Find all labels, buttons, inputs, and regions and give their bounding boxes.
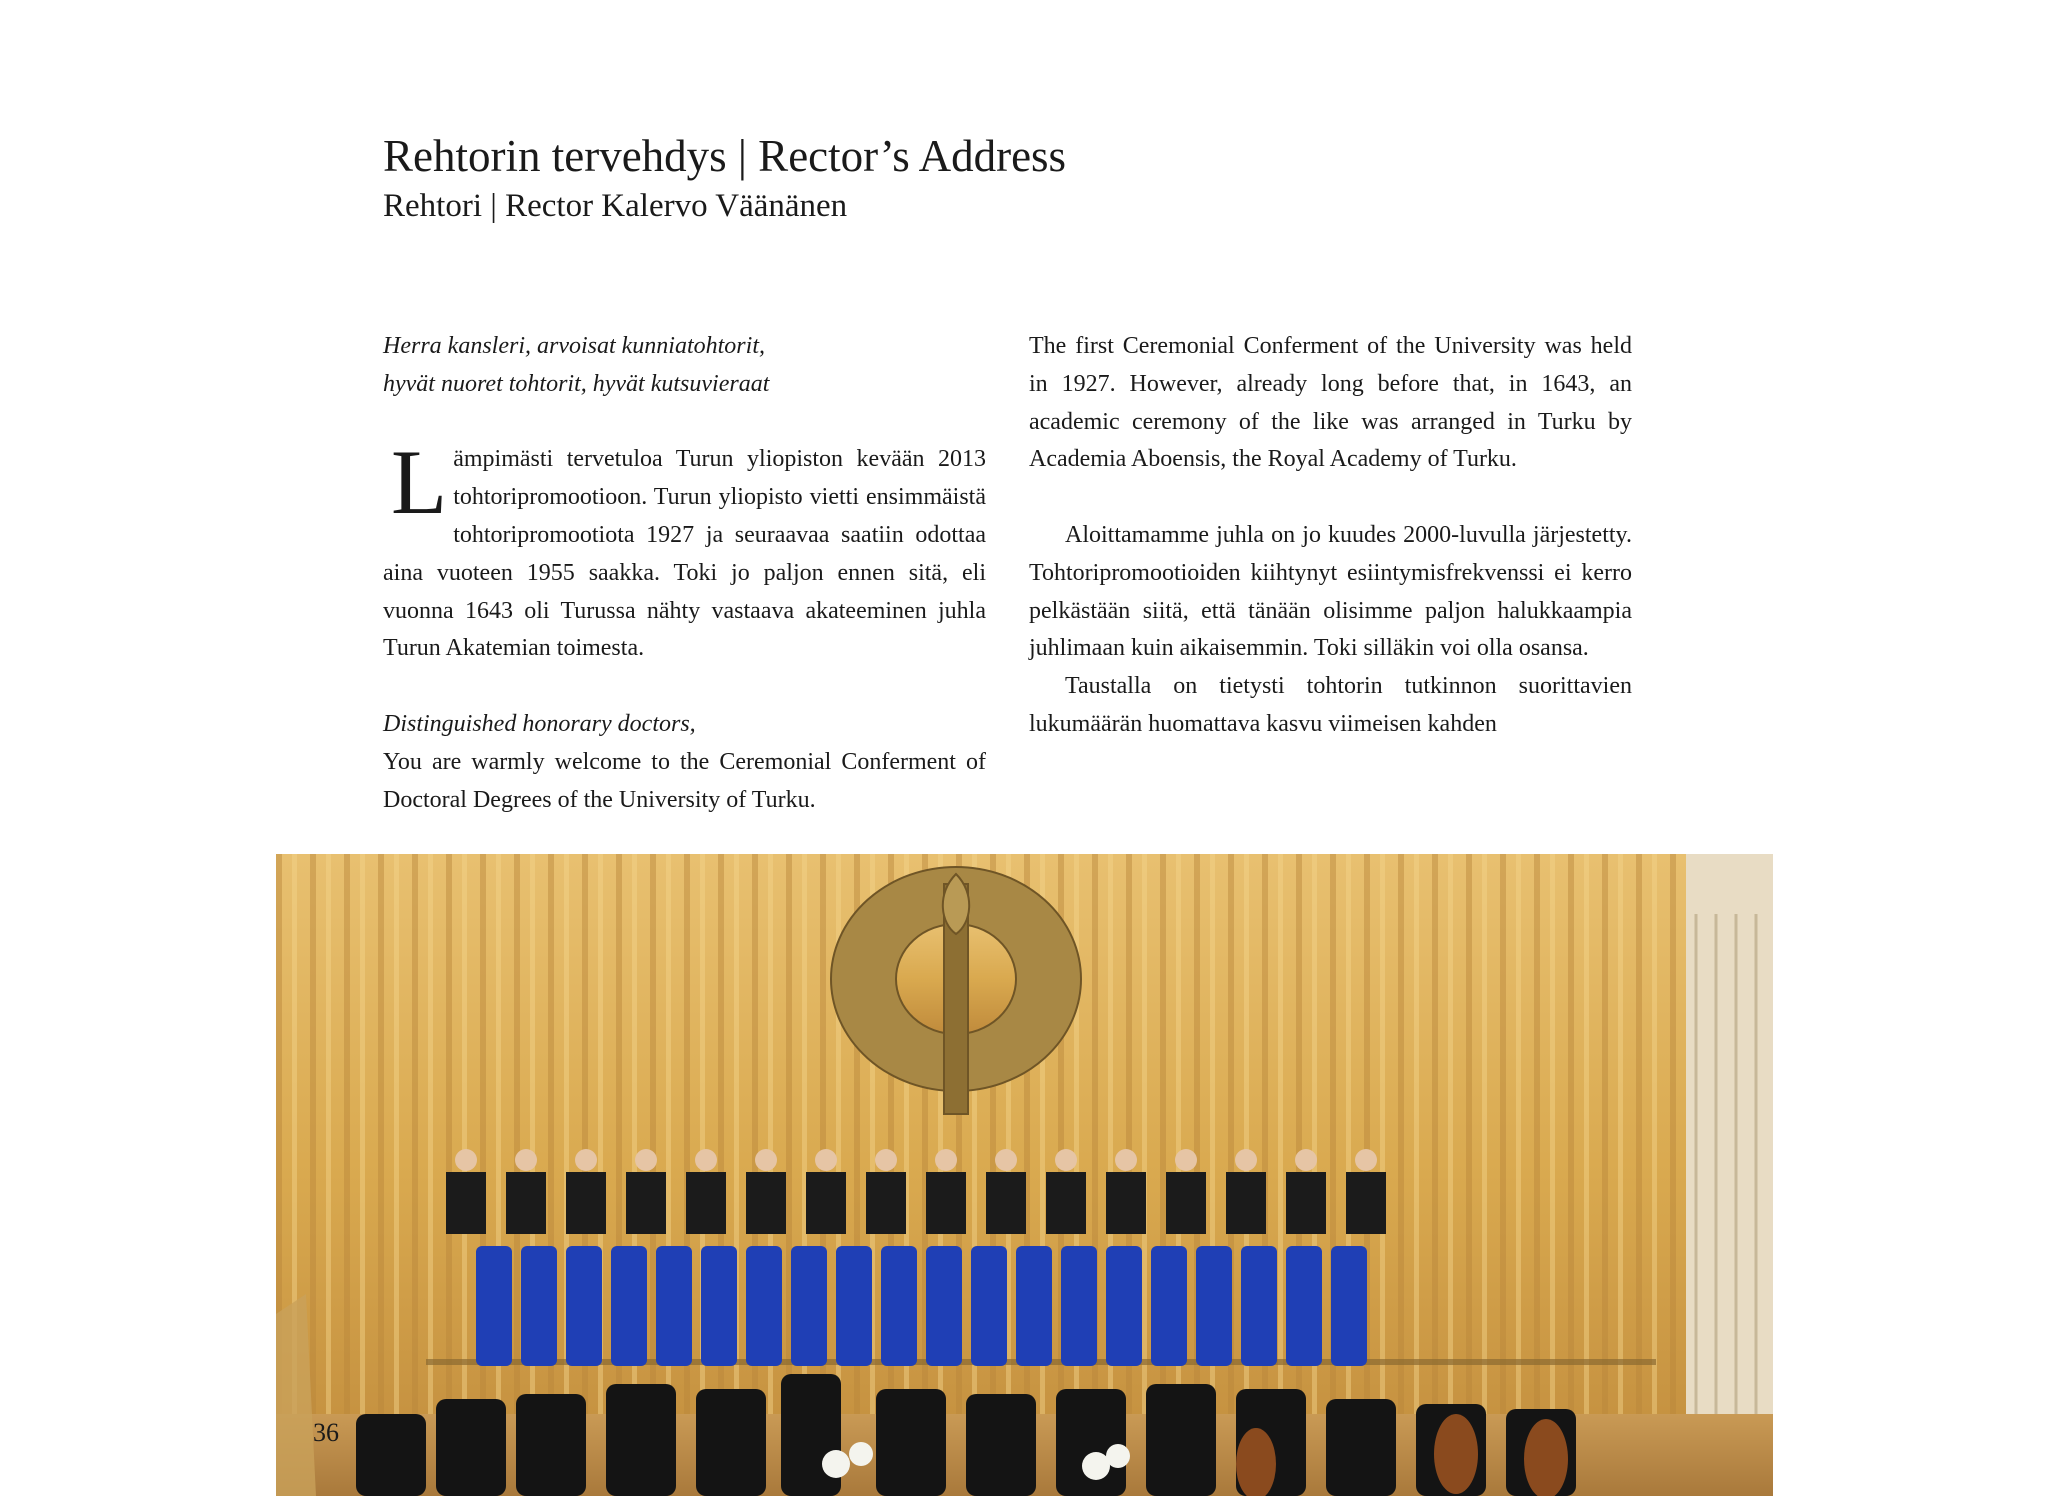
concert-hall-photo (276, 854, 1773, 1496)
finnish-intro-text: ämpimästi tervetuloa Turun yliopiston kevään 2013 tohtoripromootioon. Turun yliopisto vietti ensimmäistä tohtoripromootiota 1927 ja seuraavaa saatiin odottaa aina vuoteen 1955 saakka. Toki jo paljon ennen sitä, eli vuonna 1643 oli Turussa nähty vastaava akateeminen juhla Turun Akatemian toimesta. (383, 446, 986, 662)
salutation-line-2: hyvät nuoret tohtorit, hyvät kutsuvieraat (383, 370, 770, 397)
drop-cap: L (391, 431, 448, 534)
finnish-intro-paragraph (383, 431, 986, 668)
english-intro-paragraph: You are warmly welcome to the Ceremonial Conferment of Doctoral Degrees of the University of Turku. (383, 748, 986, 813)
page-title: Rehtorin tervehdys | Rector’s Address (383, 131, 1067, 181)
finnish-paragraph-3: Taustalla on tietysti tohtorin tutkinnon suorittavien lukumäärän huomattava kasvu viimeisen kahden (1029, 673, 1632, 737)
page-number: 36 (313, 1418, 339, 1447)
right-text-column (1029, 328, 1632, 744)
english-history-paragraph: The first Ceremonial Conferment of the University was held in 1927. However, already long before that, in 1643, an academic ceremony of the like was arranged in Turku by Academia Aboensis, the Royal Academy of Turku. (1029, 333, 1632, 473)
finnish-paragraph-2: Aloittamamme juhla on jo kuudes 2000-luvulla järjestetty. Tohtoripromootioiden kiihtynyt esiintymisfrekvenssi ei kerro pelkästään siitä, että tänään olisimme paljon halukkaampia juhlimaan kuin aikaisemmin. Toki silläkin voi olla osansa. (1029, 521, 1632, 662)
page-subtitle: Rehtori | Rector Kalervo Väänänen (383, 188, 848, 224)
left-text-column (383, 328, 986, 819)
english-salutation: Distinguished honorary doctors, (383, 710, 696, 737)
salutation-line-1: Herra kansleri, arvoisat kunniatohtorit, (383, 333, 765, 359)
